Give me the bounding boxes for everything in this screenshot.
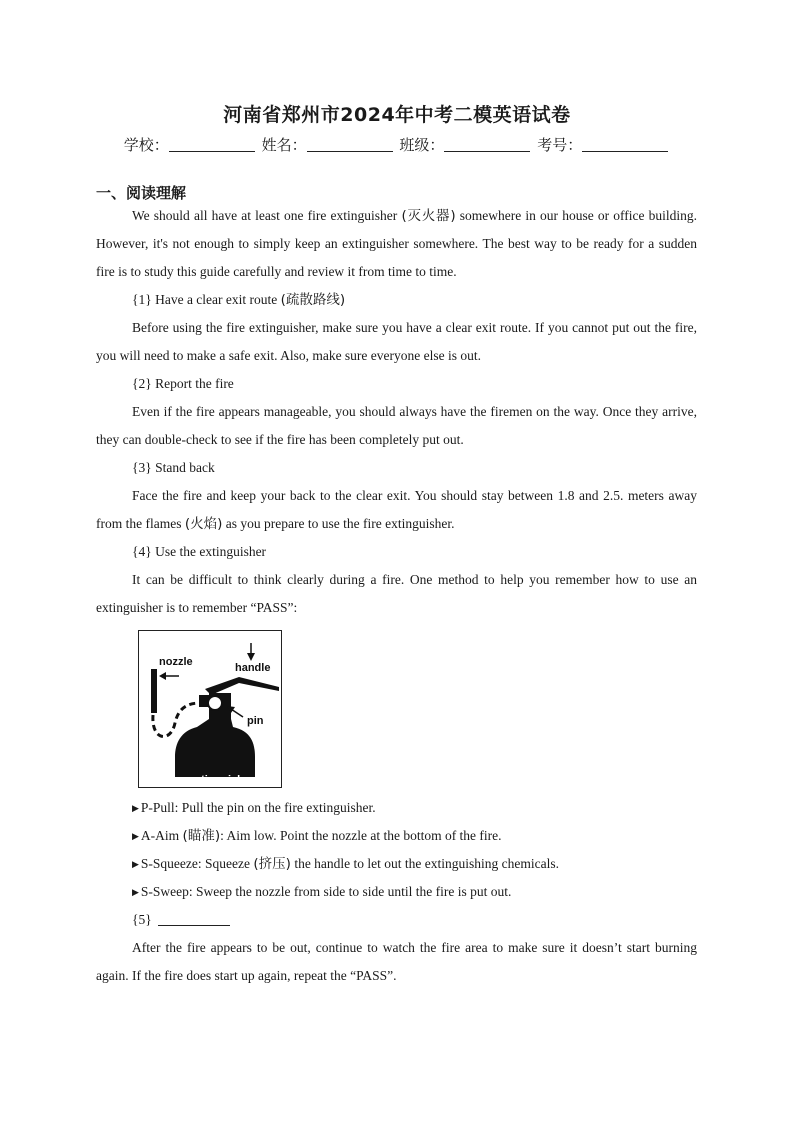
step-sweep (96, 878, 697, 906)
nozzle-label: nozzle (159, 656, 193, 668)
step-aim-text-a: A-Aim (140, 828, 183, 843)
triangle-bullet-icon: ▶ (132, 859, 139, 869)
paragraph-3-text-a: Face the fire and keep your back to the clear exit. You should stay between 1.8 and 2.5. meters away from the flames (96, 488, 697, 531)
step-squeeze-text-b: the handle to let out the extinguishing chemicals. (290, 856, 559, 871)
student-info-line (0, 134, 794, 155)
heading-5 (96, 906, 697, 934)
heading-1 (96, 286, 697, 314)
step-aim-text-b: : Aim low. Point the nozzle at the bottom of the fire. (220, 828, 502, 843)
step-squeeze (96, 850, 697, 878)
extinguisher-figure (138, 630, 282, 788)
paragraph-4: It can be difficult to think clearly during a fire. One method to help you remember how to use an extinguisher is to remember “PASS”: (96, 572, 697, 615)
step-squeeze-gloss: (挤压) (253, 856, 291, 872)
reading-passage (96, 202, 697, 990)
class-label: 班级： (399, 136, 445, 154)
pin-label: pin (247, 715, 264, 727)
intro-text-b: somewhere in our house or office building. However, it's not enough to simply keep an extinguisher somewhere. The best way to be ready for a sudden fire is to study this guide carefully and review it from time to time. (96, 208, 697, 279)
class-blank[interactable] (444, 137, 530, 152)
figure-caption: an extinguisher (173, 774, 255, 786)
step-pull-text: P-Pull: Pull the pin on the fire extinguisher. (140, 800, 376, 815)
heading-3: {3} Stand back (132, 460, 215, 475)
paragraph-2: Even if the fire appears manageable, you should always have the firemen on the way. Once they arrive, they can double-check to see if the fire has been completely put out. (96, 404, 697, 447)
step-pull (96, 794, 697, 822)
exam-number-blank[interactable] (582, 137, 668, 152)
paragraph-3-gloss: (火焰) (184, 516, 223, 532)
step-sweep-text: S-Sweep: Sweep the nozzle from side to side until the fire is put out. (140, 884, 512, 899)
page-title: 河南省郑州市2024年中考二模英语试卷 (223, 104, 571, 126)
triangle-bullet-icon: ▶ (132, 803, 139, 813)
paragraph-3 (96, 482, 697, 538)
paragraph-5: After the fire appears to be out, continue to watch the fire area to make sure it doesn’t start burning again. If the fire does start up again, repeat the “PASS”. (96, 940, 697, 983)
step-aim (96, 822, 697, 850)
triangle-bullet-icon: ▶ (132, 887, 139, 897)
section-heading: 一、阅读理解 (96, 184, 187, 202)
intro-text-a: We should all have at least one fire extinguisher (132, 208, 402, 223)
heading-5-number: {5} (132, 912, 152, 927)
school-label: 学校： (123, 136, 169, 154)
paragraph-1: Before using the fire extinguisher, make sure you have a clear exit route. If you cannot put out the fire, you will need to make a safe exit. Also, make sure everyone else is out. (96, 320, 697, 363)
triangle-bullet-icon: ▶ (132, 831, 139, 841)
heading-4: {4} Use the extinguisher (132, 544, 267, 559)
intro-gloss: (灭火器) (401, 208, 456, 224)
paragraph-3-text-b: as you prepare to use the fire extinguisher. (222, 516, 455, 531)
heading-5-answer-blank[interactable] (158, 911, 230, 926)
name-blank[interactable] (307, 137, 393, 152)
school-blank[interactable] (169, 137, 255, 152)
extinguisher-illustration (139, 631, 281, 787)
step-aim-gloss: (瞄准) (182, 828, 221, 844)
heading-1-text: {1} Have a clear exit route (132, 292, 281, 307)
intro-paragraph (96, 202, 697, 286)
heading-1-gloss: (疏散路线) (280, 292, 346, 308)
heading-2: {2} Report the fire (132, 376, 234, 391)
name-label: 姓名： (261, 136, 307, 154)
exam-number-label: 考号： (537, 136, 583, 154)
step-squeeze-text-a: S-Squeeze: Squeeze (140, 856, 254, 871)
handle-label: handle (235, 662, 271, 674)
